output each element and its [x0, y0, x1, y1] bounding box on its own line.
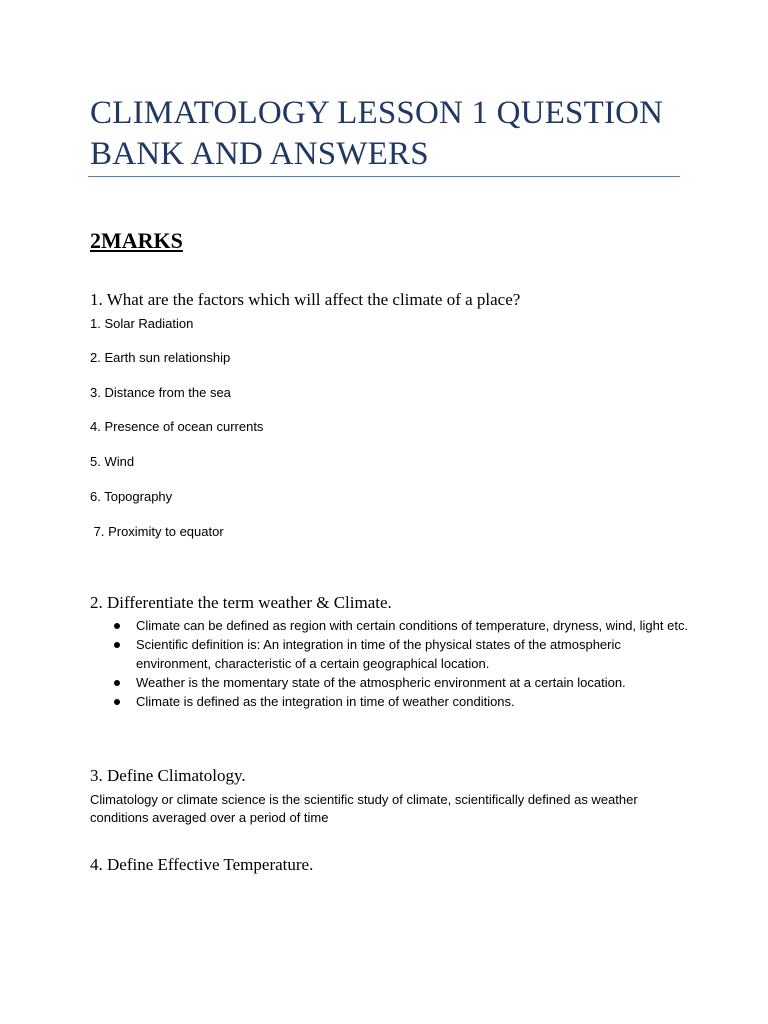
document-title-line-2: BANK AND ANSWERS	[90, 136, 429, 172]
answer-item: 2. Earth sun relationship	[90, 350, 231, 365]
answer-item: 4. Presence of ocean currents	[90, 419, 264, 434]
section-heading: 2MARKS	[90, 228, 183, 253]
question-1: 1. What are the factors which will affect the climate of a place?	[90, 290, 521, 309]
bullet-text: Climate is defined as the integration in time of weather conditions.	[136, 693, 515, 709]
bullet-text: Climate can be defined as region with certain conditions of temperature, dryness, wind, light etc.	[136, 618, 689, 633]
answer-item: 1. Solar Radiation	[90, 316, 194, 331]
question-2: 2. Differentiate the term weather & Climate.	[90, 593, 392, 612]
answer-paragraph: Climatology or climate science is the scientific study of climate, scientifically defined as weather conditions averaged over a period of time	[90, 792, 638, 825]
question-3: 3. Define Climatology.	[90, 766, 246, 785]
bullet-dot-icon	[114, 642, 120, 648]
answer-item: 3. Distance from the sea	[90, 385, 231, 400]
answer-item: 6. Topography	[90, 489, 173, 504]
bullet-item	[90, 693, 690, 712]
bullet-dot-icon	[114, 623, 120, 629]
bullet-item	[90, 636, 690, 673]
title-divider	[88, 176, 680, 177]
bullet-item	[90, 617, 690, 636]
bullet-list	[90, 617, 690, 712]
bullet-item	[90, 674, 690, 693]
answer-item: 5. Wind	[90, 454, 135, 469]
bullet-dot-icon	[114, 680, 120, 686]
document-title-line-1: CLIMATOLOGY LESSON 1 QUESTION	[90, 95, 664, 131]
question-4: 4. Define Effective Temperature.	[90, 855, 314, 874]
answer-item: 7. Proximity to equator	[90, 524, 224, 539]
bullet-dot-icon	[114, 699, 120, 705]
bullet-text: Scientific definition is: An integration in time of the physical states of the atmospheric environment, characteristic of a certain geographical location.	[136, 637, 621, 671]
bullet-text: Weather is the momentary state of the atmospheric environment at a certain location.	[136, 674, 626, 690]
document-title	[90, 93, 690, 175]
